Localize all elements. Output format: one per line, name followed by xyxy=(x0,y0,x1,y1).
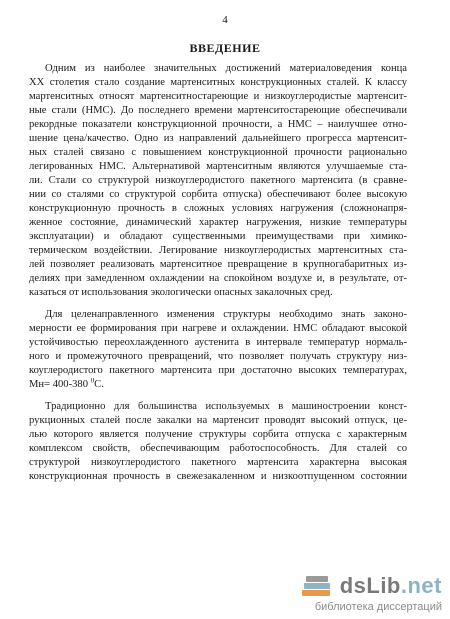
book-stack-icon xyxy=(299,572,335,600)
text-line: лью которого является получение структуры сорбита отпуска с характерным xyxy=(29,429,407,440)
text-line: ли. Стали со структурой низкоуглеродистого пакетного мартенсита (в сравне- xyxy=(29,175,407,186)
text-line: лей позволяет реализовать мартенситное превращение в крупногабаритных из- xyxy=(29,259,407,270)
page-number: 4 xyxy=(222,14,228,26)
text-line: шение цена/качество. Одно из направлений дальнейшего прогресса мартенсит- xyxy=(29,133,407,144)
text-line: ные стали (НМС). До последнего времени мартенситостареющие обеспечивали xyxy=(29,105,407,116)
paragraph-gap xyxy=(29,392,407,400)
text-line: коуглеродистого пакетного мартенсита при достаточно высоких температурах, xyxy=(29,365,407,376)
watermark xyxy=(299,572,442,613)
watermark-subtitle: библиотека диссертаций xyxy=(314,601,442,613)
text-line: нии со сталями со структурой сорбита отпуска) обеспечивают более высокую xyxy=(29,189,407,200)
superscript: 0 xyxy=(90,378,95,385)
text-line: женное состояние, динамический характер нагружения, низкие температуры xyxy=(29,217,407,228)
text-line: рукционных сталей после закалки на мартенсит проводят высокий отпуск, це- xyxy=(29,415,407,426)
text-line: эксплуатации) и обладают существенными преимуществами при химико- xyxy=(29,231,407,242)
text-line: Для целенаправленного изменения структуры необходимо знать законо- xyxy=(45,309,407,320)
text-line: рекордные показатели конструкционной прочности, а НМС – наилучшее отно- xyxy=(29,119,407,130)
text-line: ного и промежуточного превращений, что позволяет получать структуру низ- xyxy=(29,351,407,362)
text-line: казаться от использования экологически опасных закалочных сред. xyxy=(29,287,333,298)
text-line: комплексом свойств, обеспечивающим работоспособность. Для сталей со xyxy=(29,443,407,454)
body-text xyxy=(29,62,407,484)
text-line: XX столетия стало создание мартенситных конструкционных сталей. К классу xyxy=(29,77,407,88)
text-line: легированных НМС. Альтернативой мартенситным являются улучшаемые ста- xyxy=(29,161,407,172)
paragraph-gap xyxy=(29,300,407,308)
text-line: ных сталей связано с повышением конструкционной прочности рационально xyxy=(29,147,407,158)
text-line: термическом воздействии. Легирование низкоуглеродистых мартенситных ста- xyxy=(29,245,407,256)
text-line: Mн= 400-380 $^0$С. xyxy=(29,378,104,390)
text-line: конструкционную прочность в сложных условиях нагружения (сложнонапря- xyxy=(29,203,407,214)
text-line: мартенситных относят мартенситностареющие и низкоуглеродистые мартенсит- xyxy=(29,91,407,102)
section-title: ВВЕДЕНИЕ xyxy=(189,41,261,55)
text-line: конструкционная прочность в свежезакаленном и низкоотпущенном состоянии xyxy=(29,471,407,482)
text-line: мерности ее формирования при нагреве и охлаждении. НМС обладают высокой xyxy=(29,323,407,334)
text-line: структурой низкоуглеродистого пакетного мартенсита характерна высокая xyxy=(29,457,407,468)
text-line: устойчивостью переохлажденного аустенита в интервале температур нормаль- xyxy=(29,337,407,348)
text-line: Традиционно для большинства используемых в машиностроении конст- xyxy=(45,401,407,412)
text-line: Одним из наиболее значительных достижений материаловедения конца xyxy=(45,63,407,74)
text-line: делиях при замедленном охлаждении на спокойном воздухе и, в результате, от- xyxy=(29,273,407,284)
watermark-name: dsLib.net xyxy=(339,573,442,598)
